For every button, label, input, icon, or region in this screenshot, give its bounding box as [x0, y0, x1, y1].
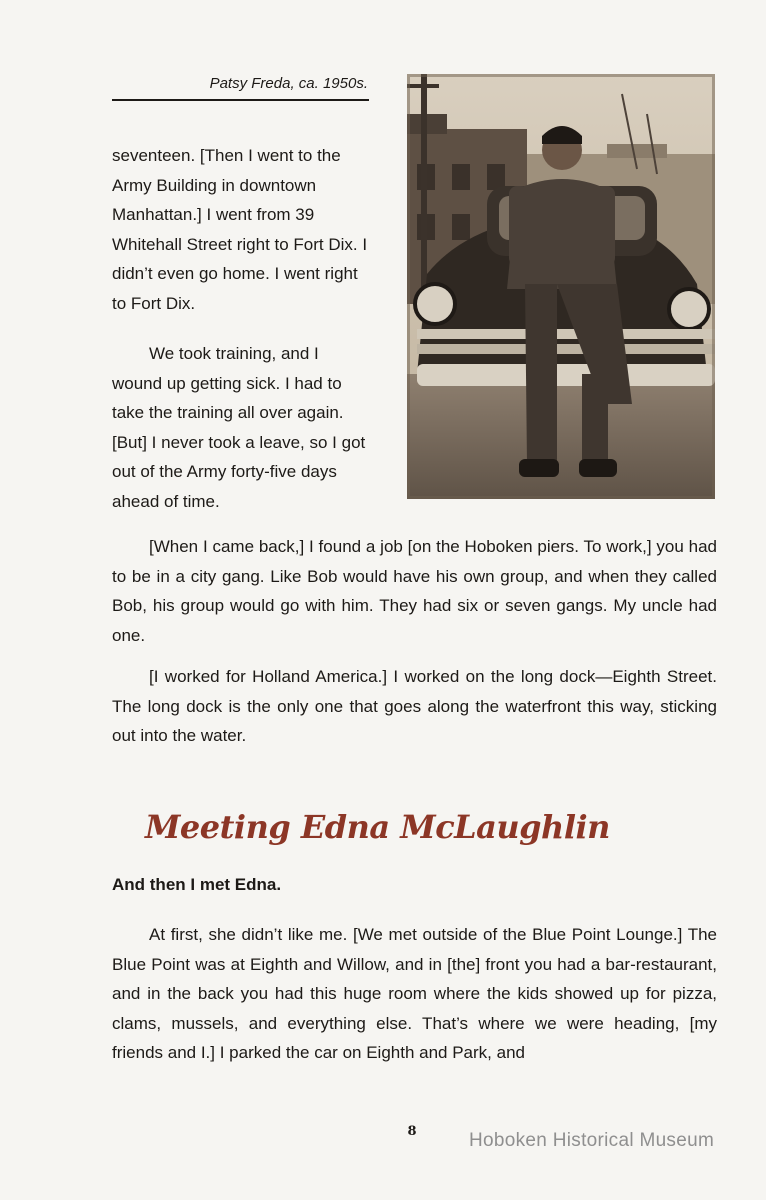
- paragraph-1: seventeen. [Then I went to the Army Building in downtown Manhattan.] I went from 39 Whitehall Street right to Fort Dix. I didn’t even go home. I went right to Fort Dix.: [112, 146, 368, 313]
- caption-rule: [112, 99, 369, 101]
- paragraph-5: At first, she didn’t like me. [We met outside of the Blue Point Lounge.] The Blue Point was at Eighth and Willow, and in [the] front you had a bar-restaurant, and in the back you had this huge room where the kids showed up for pizza, clams, mussels, and everything else. That’s where we were heading, [my friends and I.] I parked the car on Eighth and Park, and: [112, 925, 717, 1062]
- section-heading: Meeting Edna McLaughlin: [145, 808, 610, 846]
- man-leaning-on-car-photo: [407, 74, 715, 499]
- paragraph-2: We took training, and I wound up getting sick. I had to take the training all over again. [But] I never took a leave, so I got out of the Army forty-five days ahead of time.: [112, 344, 366, 511]
- paragraph-4: [I worked for Holland America.] I worked on the long dock—Eighth Street. The long dock is the only one that goes along the waterfront this way, sticking out into the water.: [112, 667, 717, 745]
- photo-caption: Patsy Freda, ca. 1950s.: [209, 75, 368, 92]
- museum-watermark: Hoboken Historical Museum: [469, 1130, 715, 1151]
- page-number: 8: [407, 1124, 417, 1139]
- lead-line: And then I met Edna.: [112, 875, 282, 894]
- paragraph-3: [When I came back,] I found a job [on the Hoboken piers. To work,] you had to be in a city gang. Like Bob would have his own group, and when they called Bob, his group would go with him. They had six or seven gangs. My uncle had one.: [112, 537, 717, 645]
